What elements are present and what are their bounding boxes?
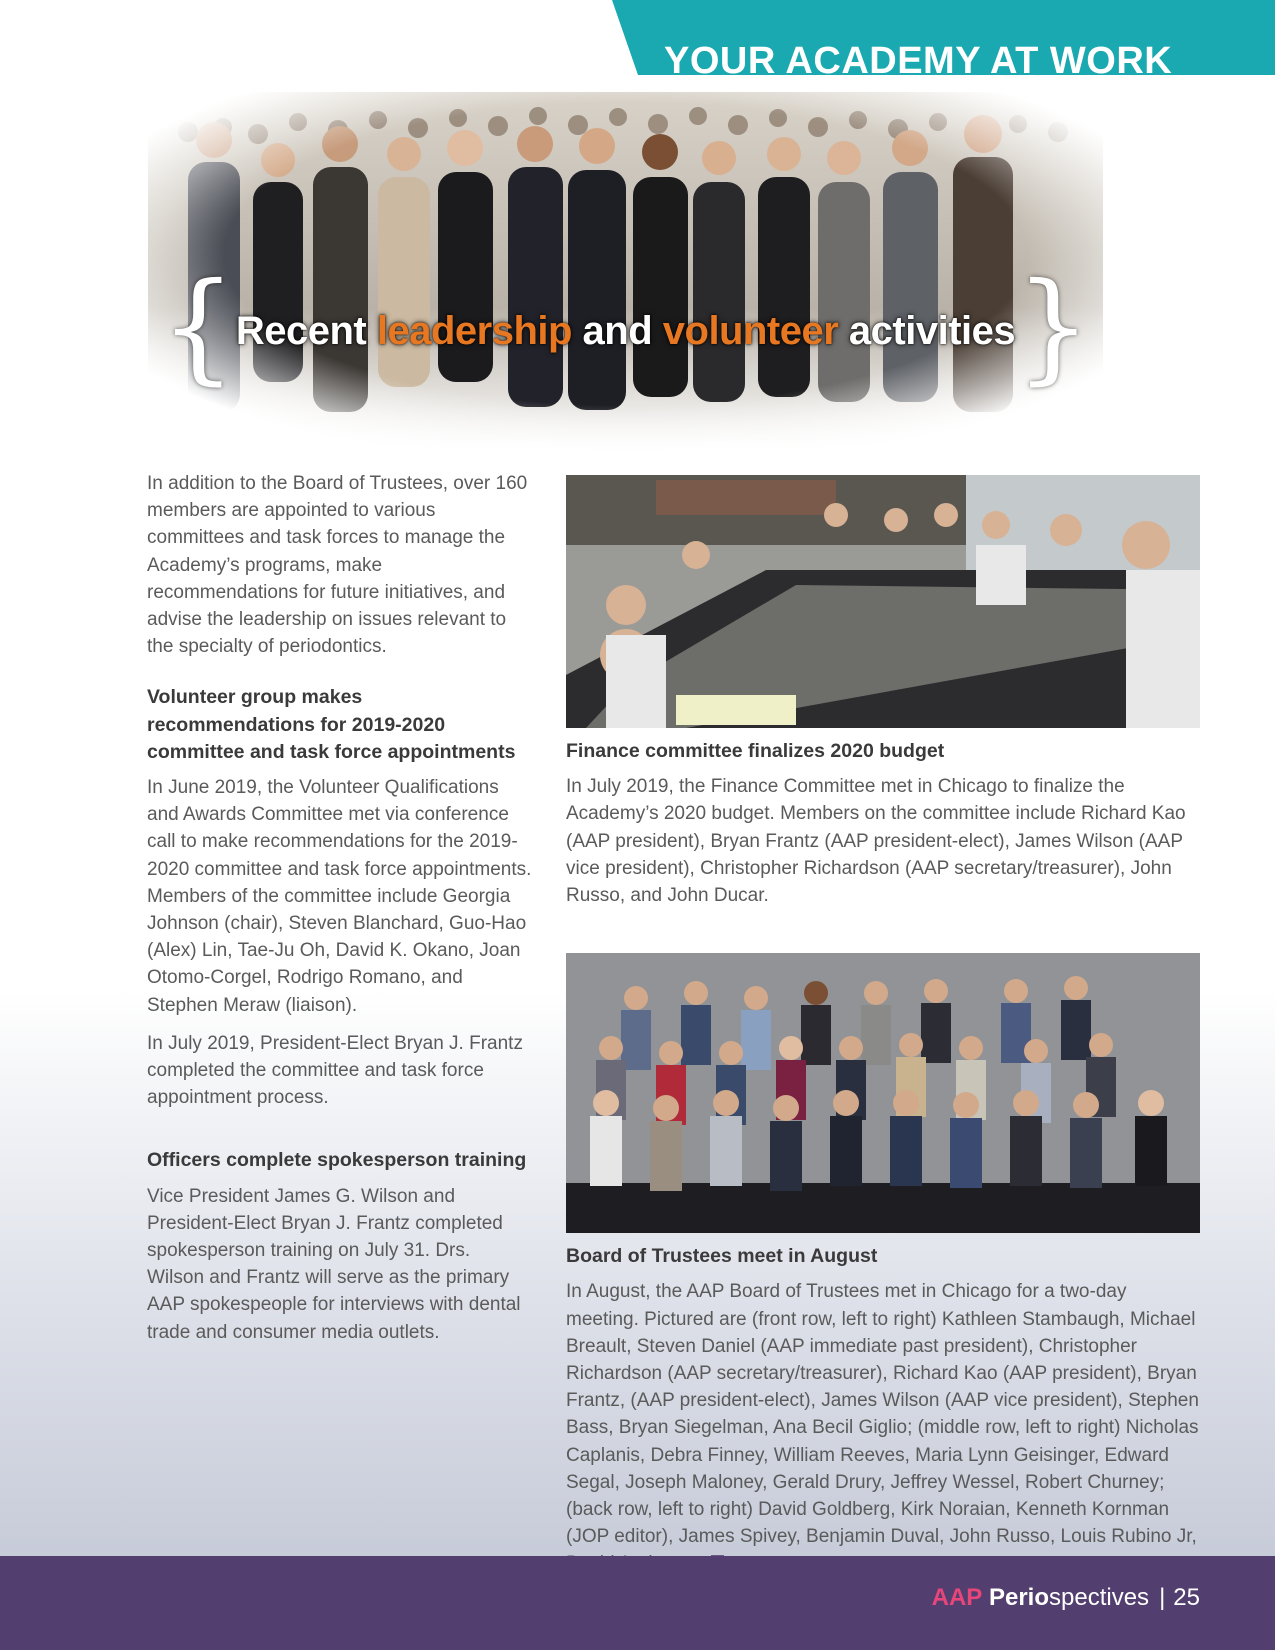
right-column: [566, 475, 1200, 1589]
brand-separator: |: [1159, 1584, 1166, 1611]
volunteer-group-paragraph-2: In July 2019, President-Elect Bryan J. Frantz completed the committee and task force appointment process.: [147, 1032, 523, 1109]
board-of-trustees-text: In August, the AAP Board of Trustees met in Chicago for a two-day meeting. Pictured are (front row, left to right) Kathleen Stambaugh, Michael Breault, Steven Daniel (AAP immediate past president), Christopher Richardson (AAP secretary/treasurer), Richard Kao (AAP president), Bryan Frantz, (AAP president-elect), James Wilson (AAP vice president), Stephen Bass, Bryan Siegelman, Ana Becil Giglio; (middle row, left to right) Nicholas Caplanis, Debra Finney, William Reeves, Maria Lynn Geisinger, Edward Segal, Joseph Maloney, Gerald Drury, Jeffrey Wessel, Robert Churney; (back row, left to right) David Goldberg, Kirk Noraian, Kenneth Kornman (JOP editor), James Spivey, Benjamin Duval, John Russo, Louis Rubino Jr,: [566, 1281, 1199, 1548]
group-photo-image: [566, 953, 1200, 1233]
hero-title: [148, 258, 1103, 403]
left-brace: {: [159, 258, 236, 397]
footer-brand: [932, 1584, 1200, 1612]
brand-spectives: spectives: [1049, 1584, 1150, 1611]
hero-title-part2: and: [571, 309, 663, 354]
brand-aap: AAP: [931, 1584, 983, 1611]
finance-committee-heading: Finance committee finalizes 2020 budget: [566, 740, 945, 762]
page-footer: [0, 1556, 1275, 1650]
volunteer-group-paragraph-1: In June 2019, the Volunteer Qualifications and Awards Committee met via conference call to make recommendations for the 2019-2020 committee and task force appointments. Members of the committee include Georgia Johnson (chair), Steven Blanchard, Guo-Hao (Alex) Lin, Tae-Ju Oh, David K. Okano, Joan Otomo-Corgel, Rodrigo Romano, and Stephen Meraw (liaison).: [147, 777, 532, 1016]
meeting-room-image: [566, 475, 1200, 728]
section-title: YOUR ACADEMY AT WORK: [664, 40, 1173, 75]
finance-committee-paragraph: In July 2019, the Finance Committee met in Chicago to finalize the Academy’s 2020 budget. Members on the committee include Richard Kao (AAP president), Bryan Frantz (AAP president-elect), James Wilson (AAP vice president), Christopher Richardson (AAP secretary/treasurer), John Russo, and John Ducar.: [566, 776, 1186, 907]
intro-paragraph: In addition to the Board of Trustees, over 160 members are appointed to various committees and task forces to manage the Academy’s programs, make recommendations for future initiatives, and advise the leadership on issues relevant to the specialty of periodontics.: [147, 473, 528, 658]
hero-title-part1: Recent: [235, 309, 377, 354]
brand-perio: Perio: [988, 1584, 1050, 1611]
hero-title-part3: activities: [838, 309, 1016, 354]
board-of-trustees-photo: [566, 953, 1200, 1233]
volunteer-group-heading: Volunteer group makes recommendations for 2019-2020 committee and task force appointments: [147, 686, 516, 763]
hero-title-accent-volunteer: volunteer: [662, 309, 839, 354]
section-header-tab: [0, 0, 1275, 75]
hero-title-accent-leadership: leadership: [376, 309, 572, 354]
spokesperson-training-paragraph: Vice President James G. Wilson and President-Elect Bryan J. Frantz completed spokesperson training on July 31. Drs. Wilson and Frantz will serve as the primary AAP spokespeople for interviews with dental trade and consumer media outlets.: [147, 1185, 521, 1343]
left-column: [147, 470, 532, 1357]
right-brace: }: [1015, 258, 1091, 397]
board-of-trustees-paragraph: [566, 1278, 1200, 1577]
spokesperson-training-heading: Officers complete spokesperson training: [147, 1149, 527, 1172]
page-number: 25: [1173, 1584, 1200, 1611]
board-of-trustees-heading: Board of Trustees meet in August: [566, 1245, 878, 1268]
hero-banner: [148, 92, 1103, 452]
finance-committee-photo: [566, 475, 1200, 728]
